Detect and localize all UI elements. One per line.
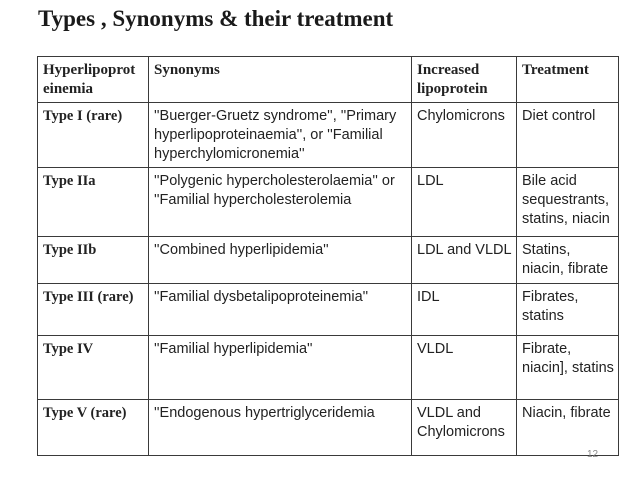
row-synonyms: ''Familial hyperlipidemia'': [149, 336, 412, 400]
row-lipoprotein: LDL and VLDL: [412, 237, 517, 284]
row-lipoprotein: VLDL and Chylomicrons: [412, 400, 517, 456]
row-treatment: Fibrates, statins: [517, 284, 619, 336]
slide-title: Types , Synonyms & their treatment: [38, 6, 394, 31]
row-lipoprotein: IDL: [412, 284, 517, 336]
row-treatment: Fibrate, niacin], statins: [517, 336, 619, 400]
row-type: Type IV: [38, 336, 149, 400]
header-lipoprotein: Increased lipoprotein: [412, 57, 517, 103]
header-type: Hyperlipoprot einemia: [38, 57, 149, 103]
table-row: [38, 400, 619, 456]
table-row: [38, 284, 619, 336]
row-type: Type III (rare): [38, 284, 149, 336]
row-lipoprotein: VLDL: [412, 336, 517, 400]
row-synonyms: ''Buerger-Gruetz syndrome'', ''Primary hyperlipoproteinaemia'', or ''Familial hyperchylomicronemia'': [149, 103, 412, 168]
header-treatment: Treatment: [517, 57, 619, 103]
table-row: [38, 336, 619, 400]
row-type: Type V (rare): [38, 400, 149, 456]
table-row: [38, 103, 619, 168]
row-treatment: Statins, niacin, fibrate: [517, 237, 619, 284]
row-treatment: Niacin, fibrate: [517, 400, 619, 456]
row-type: Type I (rare): [38, 103, 149, 168]
row-type: Type IIa: [38, 168, 149, 237]
row-lipoprotein: Chylomicrons: [412, 103, 517, 168]
row-treatment: Bile acid sequestrants, statins, niacin: [517, 168, 619, 237]
row-synonyms: ''Endogenous hypertriglyceridemia: [149, 400, 412, 456]
row-lipoprotein: LDL: [412, 168, 517, 237]
hyperlipoproteinemia-table: [37, 56, 619, 456]
header-synonyms: Synonyms: [149, 57, 412, 103]
row-synonyms: ''Familial dysbetalipoproteinemia'': [149, 284, 412, 336]
table-header-row: [38, 57, 619, 103]
row-treatment: Diet control: [517, 103, 619, 168]
table-row: [38, 168, 619, 237]
row-synonyms: ''Combined hyperlipidemia'': [149, 237, 412, 284]
table-row: [38, 237, 619, 284]
row-synonyms: ''Polygenic hypercholesterolaemia'' or ''Familial hypercholesterolemia: [149, 168, 412, 237]
page-number: 12: [587, 449, 599, 460]
row-type: Type IIb: [38, 237, 149, 284]
